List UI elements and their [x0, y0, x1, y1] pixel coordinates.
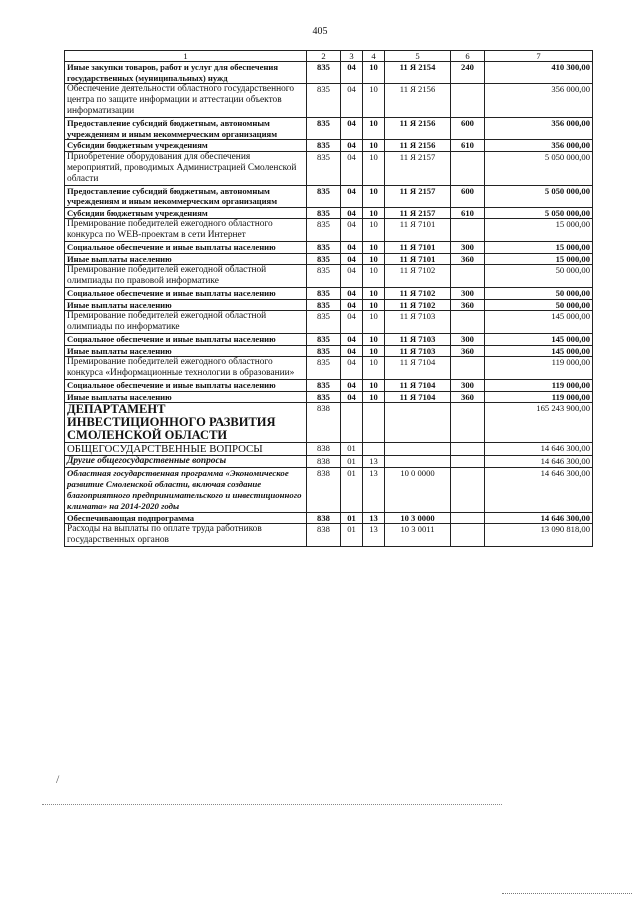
- row-section-cell: 04: [341, 391, 363, 403]
- header-col-4: 4: [363, 51, 385, 62]
- row-subsection-cell: 10: [363, 84, 385, 118]
- row-section-cell: 04: [341, 219, 363, 242]
- row-section-cell: 04: [341, 242, 363, 254]
- row-subsection-cell: 10: [363, 62, 385, 84]
- row-expense-type-cell: 600: [451, 185, 485, 207]
- table-row: [65, 253, 593, 265]
- row-expense-type-cell: [451, 151, 485, 185]
- row-target-article-cell: 11 Я 2156: [385, 140, 451, 152]
- row-target-article-cell: 11 Я 2156: [385, 84, 451, 118]
- row-subsection-cell: 13: [363, 512, 385, 524]
- row-name-cell: Приобретение оборудования для обеспечения мероприятий, проводимых Администрацией Смоленской области: [65, 151, 307, 185]
- row-target-article-cell: 11 Я 7101: [385, 253, 451, 265]
- table-row: [65, 265, 593, 288]
- row-admin-code-cell: 835: [307, 84, 341, 118]
- row-subsection-cell: 13: [363, 524, 385, 547]
- row-admin-code-cell: 838: [307, 456, 341, 468]
- row-expense-type-cell: 600: [451, 118, 485, 140]
- row-expense-type-cell: [451, 84, 485, 118]
- row-target-article-cell: 11 Я 2157: [385, 151, 451, 185]
- header-col-5: 5: [385, 51, 451, 62]
- row-expense-type-cell: 360: [451, 345, 485, 357]
- row-admin-code-cell: 835: [307, 207, 341, 219]
- row-admin-code-cell: 838: [307, 512, 341, 524]
- row-subsection-cell: 10: [363, 219, 385, 242]
- table-row: [65, 380, 593, 392]
- row-admin-code-cell: 838: [307, 403, 341, 443]
- row-admin-code-cell: 835: [307, 380, 341, 392]
- row-admin-code-cell: 835: [307, 311, 341, 334]
- row-subsection-cell: [363, 403, 385, 443]
- row-name-cell: Премирование победителей ежегодной областной олимпиады по правовой информатике: [65, 265, 307, 288]
- row-admin-code-cell: 835: [307, 345, 341, 357]
- row-subsection-cell: 10: [363, 118, 385, 140]
- row-target-article-cell: 11 Я 7102: [385, 265, 451, 288]
- row-subsection-cell: 10: [363, 242, 385, 254]
- row-subsection-cell: 10: [363, 151, 385, 185]
- margin-mark: /: [56, 772, 60, 786]
- row-target-article-cell: [385, 456, 451, 468]
- row-amount-cell: 410 300,00: [485, 62, 593, 84]
- row-expense-type-cell: [451, 403, 485, 443]
- table-row: [65, 456, 593, 468]
- row-name-cell: Предоставление субсидий бюджетным, автономным учреждениям и иным некоммерческим организациям: [65, 118, 307, 140]
- row-section-cell: [341, 403, 363, 443]
- row-name-cell: Социальное обеспечение и иные выплаты населению: [65, 288, 307, 300]
- row-name-cell: Иные закупки товаров, работ и услуг для обеспечения государственных (муниципальных) нужд: [65, 62, 307, 84]
- row-name-cell: Премирование победителей ежегодной областной олимпиады по информатике: [65, 311, 307, 334]
- row-subsection-cell: 13: [363, 467, 385, 512]
- row-amount-cell: 15 000,00: [485, 253, 593, 265]
- row-target-article-cell: 11 Я 7104: [385, 380, 451, 392]
- row-target-article-cell: 10 0 0000: [385, 467, 451, 512]
- row-amount-cell: 50 000,00: [485, 299, 593, 311]
- row-target-article-cell: 11 Я 7103: [385, 345, 451, 357]
- row-admin-code-cell: 835: [307, 242, 341, 254]
- row-amount-cell: 15 000,00: [485, 242, 593, 254]
- row-target-article-cell: 11 Я 7103: [385, 311, 451, 334]
- table-row: [65, 118, 593, 140]
- row-amount-cell: 15 000,00: [485, 219, 593, 242]
- table-row: [65, 311, 593, 334]
- row-expense-type-cell: 300: [451, 242, 485, 254]
- row-subsection-cell: 10: [363, 299, 385, 311]
- row-name-cell: Обеспечивающая подпрограмма: [65, 512, 307, 524]
- row-target-article-cell: 11 Я 7103: [385, 334, 451, 346]
- row-name-cell: Субсидии бюджетным учреждениям: [65, 140, 307, 152]
- row-subsection-cell: 13: [363, 456, 385, 468]
- row-section-cell: 04: [341, 185, 363, 207]
- row-amount-cell: 119 000,00: [485, 391, 593, 403]
- row-admin-code-cell: 835: [307, 265, 341, 288]
- table-row: [65, 467, 593, 512]
- row-target-article-cell: 10 3 0000: [385, 512, 451, 524]
- row-admin-code-cell: 838: [307, 524, 341, 547]
- row-amount-cell: 356 000,00: [485, 140, 593, 152]
- row-section-cell: 01: [341, 443, 363, 456]
- row-expense-type-cell: 360: [451, 253, 485, 265]
- row-name-cell: Иные выплаты населению: [65, 299, 307, 311]
- row-section-cell: 01: [341, 456, 363, 468]
- row-admin-code-cell: 835: [307, 118, 341, 140]
- table-row: [65, 84, 593, 118]
- row-expense-type-cell: 300: [451, 380, 485, 392]
- row-target-article-cell: 10 3 0011: [385, 524, 451, 547]
- row-subsection-cell: 10: [363, 140, 385, 152]
- row-expense-type-cell: 360: [451, 299, 485, 311]
- row-expense-type-cell: [451, 443, 485, 456]
- row-amount-cell: 13 090 818,00: [485, 524, 593, 547]
- row-amount-cell: 14 646 300,00: [485, 512, 593, 524]
- row-name-cell: Социальное обеспечение и иные выплаты населению: [65, 380, 307, 392]
- row-section-cell: 04: [341, 207, 363, 219]
- row-section-cell: 04: [341, 62, 363, 84]
- table-row: [65, 219, 593, 242]
- row-section-cell: 04: [341, 118, 363, 140]
- row-admin-code-cell: 835: [307, 391, 341, 403]
- row-section-cell: 04: [341, 151, 363, 185]
- row-section-cell: 01: [341, 512, 363, 524]
- row-target-article-cell: 11 Я 7104: [385, 357, 451, 380]
- header-col-1: 1: [65, 51, 307, 62]
- row-subsection-cell: 10: [363, 311, 385, 334]
- row-amount-cell: 5 050 000,00: [485, 207, 593, 219]
- row-amount-cell: 165 243 900,00: [485, 403, 593, 443]
- row-expense-type-cell: [451, 219, 485, 242]
- table-body: [65, 62, 593, 547]
- row-section-cell: 04: [341, 140, 363, 152]
- row-amount-cell: 50 000,00: [485, 265, 593, 288]
- row-amount-cell: 14 646 300,00: [485, 467, 593, 512]
- row-amount-cell: 14 646 300,00: [485, 456, 593, 468]
- row-admin-code-cell: 838: [307, 467, 341, 512]
- row-target-article-cell: 11 Я 7104: [385, 391, 451, 403]
- table-row: [65, 151, 593, 185]
- row-admin-code-cell: 835: [307, 357, 341, 380]
- row-subsection-cell: 10: [363, 207, 385, 219]
- row-name-cell: Другие общегосударственные вопросы: [65, 456, 307, 468]
- row-amount-cell: 119 000,00: [485, 380, 593, 392]
- row-section-cell: 04: [341, 380, 363, 392]
- row-target-article-cell: 11 Я 7101: [385, 242, 451, 254]
- row-name-cell: Областная государственная программа «Экономическое развитие Смоленской области, включая создание благоприятного предпринимательского и инвестиционного климата» на 2014-2020 годы: [65, 467, 307, 512]
- row-section-cell: 04: [341, 253, 363, 265]
- row-expense-type-cell: [451, 265, 485, 288]
- table-row: [65, 357, 593, 380]
- row-amount-cell: 14 646 300,00: [485, 443, 593, 456]
- row-amount-cell: 145 000,00: [485, 345, 593, 357]
- row-name-cell: Обеспечение деятельности областного государственного центра по защите информации и аттестации объектов информатизации: [65, 84, 307, 118]
- row-target-article-cell: 11 Я 2157: [385, 207, 451, 219]
- row-expense-type-cell: 240: [451, 62, 485, 84]
- row-target-article-cell: 11 Я 7102: [385, 288, 451, 300]
- budget-table: [64, 50, 593, 547]
- row-subsection-cell: 10: [363, 334, 385, 346]
- row-expense-type-cell: 610: [451, 140, 485, 152]
- row-subsection-cell: 10: [363, 391, 385, 403]
- table-row: [65, 288, 593, 300]
- row-amount-cell: 5 050 000,00: [485, 185, 593, 207]
- row-amount-cell: 356 000,00: [485, 84, 593, 118]
- table-row: [65, 334, 593, 346]
- row-expense-type-cell: [451, 524, 485, 547]
- table-row: [65, 512, 593, 524]
- row-section-cell: 04: [341, 334, 363, 346]
- header-col-2: 2: [307, 51, 341, 62]
- table-row: [65, 524, 593, 547]
- row-name-cell: Расходы на выплаты по оплате труда работников государственных органов: [65, 524, 307, 547]
- row-section-cell: 04: [341, 357, 363, 380]
- row-section-cell: 04: [341, 345, 363, 357]
- row-name-cell: Социальное обеспечение и иные выплаты населению: [65, 334, 307, 346]
- row-target-article-cell: 11 Я 7102: [385, 299, 451, 311]
- row-name-cell: Премирование победителей ежегодного областного конкурса «Информационные технологии в образовании»: [65, 357, 307, 380]
- row-expense-type-cell: 300: [451, 334, 485, 346]
- row-name-cell: Иные выплаты населению: [65, 253, 307, 265]
- header-col-3: 3: [341, 51, 363, 62]
- row-expense-type-cell: [451, 357, 485, 380]
- row-admin-code-cell: 835: [307, 288, 341, 300]
- row-target-article-cell: 11 Я 2156: [385, 118, 451, 140]
- row-amount-cell: 356 000,00: [485, 118, 593, 140]
- row-name-cell: Социальное обеспечение и иные выплаты населению: [65, 242, 307, 254]
- table-row: [65, 345, 593, 357]
- row-section-cell: 04: [341, 299, 363, 311]
- row-admin-code-cell: 835: [307, 299, 341, 311]
- row-admin-code-cell: 835: [307, 151, 341, 185]
- row-name-cell: Предоставление субсидий бюджетным, автономным учреждениям и иным некоммерческим организациям: [65, 185, 307, 207]
- row-section-cell: 01: [341, 524, 363, 547]
- row-subsection-cell: 10: [363, 185, 385, 207]
- row-expense-type-cell: [451, 512, 485, 524]
- row-expense-type-cell: 300: [451, 288, 485, 300]
- row-target-article-cell: 11 Я 2157: [385, 185, 451, 207]
- row-amount-cell: 145 000,00: [485, 311, 593, 334]
- table-row: [65, 207, 593, 219]
- row-subsection-cell: [363, 443, 385, 456]
- row-name-cell: Иные выплаты населению: [65, 391, 307, 403]
- row-target-article-cell: 11 Я 2154: [385, 62, 451, 84]
- scan-dotted-line: [42, 804, 502, 805]
- row-subsection-cell: 10: [363, 357, 385, 380]
- row-section-cell: 04: [341, 265, 363, 288]
- row-section-cell: 04: [341, 84, 363, 118]
- row-admin-code-cell: 835: [307, 334, 341, 346]
- row-name-cell: ОБЩЕГОСУДАРСТВЕННЫЕ ВОПРОСЫ: [65, 443, 307, 456]
- table-row: [65, 185, 593, 207]
- row-expense-type-cell: 610: [451, 207, 485, 219]
- table-row: [65, 299, 593, 311]
- row-expense-type-cell: [451, 456, 485, 468]
- table-row: [65, 140, 593, 152]
- row-admin-code-cell: 835: [307, 253, 341, 265]
- row-section-cell: 04: [341, 288, 363, 300]
- page-number: 405: [312, 26, 328, 37]
- row-subsection-cell: 10: [363, 380, 385, 392]
- row-target-article-cell: [385, 403, 451, 443]
- row-subsection-cell: 10: [363, 265, 385, 288]
- row-admin-code-cell: 835: [307, 140, 341, 152]
- row-amount-cell: 119 000,00: [485, 357, 593, 380]
- row-admin-code-cell: 838: [307, 443, 341, 456]
- table-row: [65, 62, 593, 84]
- row-target-article-cell: [385, 443, 451, 456]
- header-col-7: 7: [485, 51, 593, 62]
- scan-footer-line: [502, 893, 632, 894]
- row-section-cell: 04: [341, 311, 363, 334]
- row-section-cell: 01: [341, 467, 363, 512]
- row-expense-type-cell: [451, 467, 485, 512]
- table-row: [65, 391, 593, 403]
- row-name-cell: Субсидии бюджетным учреждениям: [65, 207, 307, 219]
- row-admin-code-cell: 835: [307, 185, 341, 207]
- row-name-cell: ДЕПАРТАМЕНТ ИНВЕСТИЦИОННОГО РАЗВИТИЯ СМОЛЕНСКОЙ ОБЛАСТИ: [65, 403, 307, 443]
- table-header: [65, 51, 593, 62]
- row-name-cell: Иные выплаты населению: [65, 345, 307, 357]
- row-subsection-cell: 10: [363, 253, 385, 265]
- row-amount-cell: 50 000,00: [485, 288, 593, 300]
- row-amount-cell: 5 050 000,00: [485, 151, 593, 185]
- row-admin-code-cell: 835: [307, 62, 341, 84]
- row-expense-type-cell: 360: [451, 391, 485, 403]
- header-col-6: 6: [451, 51, 485, 62]
- table-row: [65, 242, 593, 254]
- row-target-article-cell: 11 Я 7101: [385, 219, 451, 242]
- table-row: [65, 403, 593, 443]
- row-subsection-cell: 10: [363, 288, 385, 300]
- table-row: [65, 443, 593, 456]
- row-name-cell: Премирование победителей ежегодного областного конкурса по WEB-проектам в сети Интернет: [65, 219, 307, 242]
- row-amount-cell: 145 000,00: [485, 334, 593, 346]
- row-subsection-cell: 10: [363, 345, 385, 357]
- row-admin-code-cell: 835: [307, 219, 341, 242]
- row-expense-type-cell: [451, 311, 485, 334]
